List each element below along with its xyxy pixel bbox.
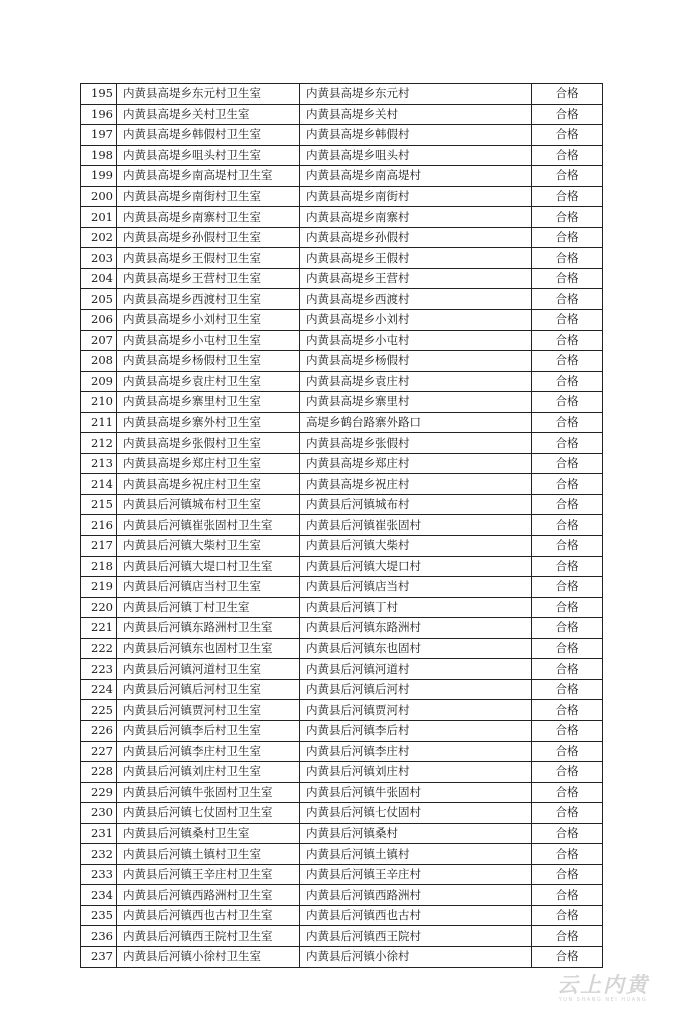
- location-cell: 内黄县高堤乡王假村: [300, 248, 532, 269]
- clinic-name-cell: 内黄县高堤乡西渡村卫生室: [117, 289, 300, 310]
- result-cell: 合格: [532, 494, 603, 515]
- table-row: [81, 659, 603, 680]
- row-number: 208: [81, 351, 117, 372]
- row-number: 209: [81, 371, 117, 392]
- row-number: 229: [81, 782, 117, 803]
- row-number: 214: [81, 474, 117, 495]
- location-cell: 内黄县后河镇贾河村: [300, 700, 532, 721]
- clinic-name-cell: 内黄县后河镇七仗固村卫生室: [117, 803, 300, 824]
- clinic-name-cell: 内黄县后河镇城布村卫生室: [117, 494, 300, 515]
- result-cell: 合格: [532, 125, 603, 146]
- row-number: 231: [81, 823, 117, 844]
- result-cell: 合格: [532, 782, 603, 803]
- location-cell: 内黄县高堤乡祝庄村: [300, 474, 532, 495]
- watermark-subtext: YUN SHANG NEI HUANG: [558, 997, 648, 1003]
- watermark-text: 云上内黄: [557, 973, 649, 997]
- table-row: [81, 351, 603, 372]
- clinic-name-cell: 内黄县后河镇后河村卫生室: [117, 679, 300, 700]
- row-number: 210: [81, 392, 117, 413]
- location-cell: 内黄县高堤乡杨假村: [300, 351, 532, 372]
- clinic-name-cell: 内黄县后河镇李后村卫生室: [117, 720, 300, 741]
- result-cell: 合格: [532, 823, 603, 844]
- row-number: 205: [81, 289, 117, 310]
- table-row: [81, 741, 603, 762]
- clinic-name-cell: 内黄县高堤乡南街村卫生室: [117, 186, 300, 207]
- table-row: [81, 104, 603, 125]
- table-row: [81, 577, 603, 598]
- clinic-name-cell: 内黄县后河镇西路洲村卫生室: [117, 885, 300, 906]
- location-cell: 内黄县后河镇西王院村: [300, 926, 532, 947]
- row-number: 234: [81, 885, 117, 906]
- location-cell: 内黄县后河镇西路洲村: [300, 885, 532, 906]
- location-cell: 内黄县后河镇东也固村: [300, 638, 532, 659]
- row-number: 233: [81, 864, 117, 885]
- clinic-name-cell: 内黄县高堤乡杨假村卫生室: [117, 351, 300, 372]
- clinic-name-cell: 内黄县后河镇桑村卫生室: [117, 823, 300, 844]
- table-row: [81, 84, 603, 105]
- table-row: [81, 310, 603, 331]
- row-number: 195: [81, 84, 117, 105]
- table-row: [81, 125, 603, 146]
- row-number: 196: [81, 104, 117, 125]
- table-row: [81, 412, 603, 433]
- result-cell: 合格: [532, 371, 603, 392]
- result-cell: 合格: [532, 597, 603, 618]
- row-number: 236: [81, 926, 117, 947]
- clinic-name-cell: 内黄县高堤乡王营村卫生室: [117, 268, 300, 289]
- clinic-name-cell: 内黄县高堤乡小刘村卫生室: [117, 310, 300, 331]
- result-cell: 合格: [532, 166, 603, 187]
- clinic-name-cell: 内黄县高堤乡张假村卫生室: [117, 433, 300, 454]
- clinic-name-cell: 内黄县后河镇大堤口村卫生室: [117, 556, 300, 577]
- row-number: 212: [81, 433, 117, 454]
- row-number: 197: [81, 125, 117, 146]
- result-cell: 合格: [532, 905, 603, 926]
- location-cell: 内黄县后河镇崔张固村: [300, 515, 532, 536]
- row-number: 227: [81, 741, 117, 762]
- location-cell: 内黄县高堤乡小屯村: [300, 330, 532, 351]
- clinic-name-cell: 内黄县高堤乡东元村卫生室: [117, 84, 300, 105]
- location-cell: 内黄县后河镇李庄村: [300, 741, 532, 762]
- clinic-name-cell: 内黄县后河镇丁村卫生室: [117, 597, 300, 618]
- result-cell: 合格: [532, 638, 603, 659]
- location-cell: 内黄县后河镇东路洲村: [300, 618, 532, 639]
- row-number: 213: [81, 453, 117, 474]
- clinic-name-cell: 内黄县后河镇李庄村卫生室: [117, 741, 300, 762]
- table-row: [81, 186, 603, 207]
- clinic-name-cell: 内黄县后河镇西也古村卫生室: [117, 905, 300, 926]
- result-cell: 合格: [532, 186, 603, 207]
- clinic-name-cell: 内黄县高堤乡祝庄村卫生室: [117, 474, 300, 495]
- row-number: 203: [81, 248, 117, 269]
- location-cell: 内黄县后河镇七仗固村: [300, 803, 532, 824]
- clinic-name-cell: 内黄县后河镇西王院村卫生室: [117, 926, 300, 947]
- result-cell: 合格: [532, 207, 603, 228]
- location-cell: 内黄县后河镇王辛庄村: [300, 864, 532, 885]
- row-number: 198: [81, 145, 117, 166]
- result-cell: 合格: [532, 104, 603, 125]
- location-cell: 内黄县后河镇后河村: [300, 679, 532, 700]
- location-cell: 内黄县高堤乡张假村: [300, 433, 532, 454]
- result-cell: 合格: [532, 330, 603, 351]
- clinic-name-cell: 内黄县后河镇刘庄村卫生室: [117, 762, 300, 783]
- clinic-name-cell: 内黄县高堤乡咀头村卫生室: [117, 145, 300, 166]
- location-cell: 内黄县后河镇李后村: [300, 720, 532, 741]
- table-row: [81, 268, 603, 289]
- location-cell: 内黄县后河镇刘庄村: [300, 762, 532, 783]
- row-number: 237: [81, 946, 117, 967]
- table-row: [81, 926, 603, 947]
- result-cell: 合格: [532, 84, 603, 105]
- location-cell: 内黄县高堤乡西渡村: [300, 289, 532, 310]
- row-number: 219: [81, 577, 117, 598]
- table-row: [81, 556, 603, 577]
- row-number: 225: [81, 700, 117, 721]
- result-cell: 合格: [532, 392, 603, 413]
- table-row: [81, 453, 603, 474]
- clinic-name-cell: 内黄县后河镇河道村卫生室: [117, 659, 300, 680]
- clinic-name-cell: 内黄县高堤乡寨外村卫生室: [117, 412, 300, 433]
- clinic-name-cell: 内黄县后河镇土镇村卫生室: [117, 844, 300, 865]
- row-number: 199: [81, 166, 117, 187]
- result-cell: 合格: [532, 248, 603, 269]
- table-row: [81, 433, 603, 454]
- location-cell: 内黄县高堤乡王营村: [300, 268, 532, 289]
- table-row: [81, 946, 603, 967]
- row-number: 211: [81, 412, 117, 433]
- row-number: 207: [81, 330, 117, 351]
- table-row: [81, 700, 603, 721]
- result-cell: 合格: [532, 536, 603, 557]
- table-row: [81, 905, 603, 926]
- result-cell: 合格: [532, 556, 603, 577]
- row-number: 204: [81, 268, 117, 289]
- table-row: [81, 166, 603, 187]
- watermark-logo: [557, 969, 649, 1003]
- clinic-name-cell: 内黄县后河镇贾河村卫生室: [117, 700, 300, 721]
- location-cell: 内黄县高堤乡东元村: [300, 84, 532, 105]
- location-cell: 内黄县后河镇店当村: [300, 577, 532, 598]
- row-number: 216: [81, 515, 117, 536]
- table-row: [81, 638, 603, 659]
- location-cell: 内黄县高堤乡袁庄村: [300, 371, 532, 392]
- result-cell: 合格: [532, 227, 603, 248]
- table-row: [81, 720, 603, 741]
- result-cell: 合格: [532, 412, 603, 433]
- table-row: [81, 679, 603, 700]
- row-number: 217: [81, 536, 117, 557]
- location-cell: 内黄县后河镇桑村: [300, 823, 532, 844]
- result-cell: 合格: [532, 351, 603, 372]
- table-row: [81, 248, 603, 269]
- table-row: [81, 145, 603, 166]
- row-number: 206: [81, 310, 117, 331]
- table-row: [81, 289, 603, 310]
- result-cell: 合格: [532, 577, 603, 598]
- result-cell: 合格: [532, 310, 603, 331]
- result-cell: 合格: [532, 453, 603, 474]
- table-row: [81, 597, 603, 618]
- row-number: 224: [81, 679, 117, 700]
- table-row: [81, 227, 603, 248]
- result-cell: 合格: [532, 762, 603, 783]
- clinic-name-cell: 内黄县后河镇东路洲村卫生室: [117, 618, 300, 639]
- clinic-name-cell: 内黄县高堤乡关村卫生室: [117, 104, 300, 125]
- row-number: 202: [81, 227, 117, 248]
- result-cell: 合格: [532, 741, 603, 762]
- row-number: 221: [81, 618, 117, 639]
- clinic-name-cell: 内黄县后河镇王辛庄村卫生室: [117, 864, 300, 885]
- row-number: 222: [81, 638, 117, 659]
- location-cell: 高堤乡鹤台路寨外路口: [300, 412, 532, 433]
- table-row: [81, 494, 603, 515]
- table-row: [81, 207, 603, 228]
- result-cell: 合格: [532, 145, 603, 166]
- clinic-name-cell: 内黄县高堤乡韩假村卫生室: [117, 125, 300, 146]
- location-cell: 内黄县高堤乡孙假村: [300, 227, 532, 248]
- location-cell: 内黄县后河镇土镇村: [300, 844, 532, 865]
- result-cell: 合格: [532, 885, 603, 906]
- clinic-name-cell: 内黄县高堤乡南寨村卫生室: [117, 207, 300, 228]
- table-row: [81, 371, 603, 392]
- clinic-name-cell: 内黄县后河镇东也固村卫生室: [117, 638, 300, 659]
- row-number: 220: [81, 597, 117, 618]
- table-row: [81, 515, 603, 536]
- result-cell: 合格: [532, 864, 603, 885]
- clinic-name-cell: 内黄县高堤乡王假村卫生室: [117, 248, 300, 269]
- location-cell: 内黄县高堤乡咀头村: [300, 145, 532, 166]
- table-row: [81, 823, 603, 844]
- row-number: 215: [81, 494, 117, 515]
- result-cell: 合格: [532, 433, 603, 454]
- row-number: 201: [81, 207, 117, 228]
- table-row: [81, 885, 603, 906]
- row-number: 235: [81, 905, 117, 926]
- result-cell: 合格: [532, 515, 603, 536]
- location-cell: 内黄县高堤乡南街村: [300, 186, 532, 207]
- location-cell: 内黄县高堤乡南寨村: [300, 207, 532, 228]
- location-cell: 内黄县后河镇丁村: [300, 597, 532, 618]
- result-cell: 合格: [532, 720, 603, 741]
- table-row: [81, 803, 603, 824]
- clinic-name-cell: 内黄县后河镇小徐村卫生室: [117, 946, 300, 967]
- location-cell: 内黄县后河镇大柴村: [300, 536, 532, 557]
- clinic-name-cell: 内黄县高堤乡袁庄村卫生室: [117, 371, 300, 392]
- clinic-name-cell: 内黄县高堤乡南高堤村卫生室: [117, 166, 300, 187]
- location-cell: 内黄县高堤乡关村: [300, 104, 532, 125]
- location-cell: 内黄县后河镇小徐村: [300, 946, 532, 967]
- row-number: 232: [81, 844, 117, 865]
- table-row: [81, 330, 603, 351]
- location-cell: 内黄县后河镇牛张固村: [300, 782, 532, 803]
- result-cell: 合格: [532, 679, 603, 700]
- result-cell: 合格: [532, 844, 603, 865]
- row-number: 228: [81, 762, 117, 783]
- location-cell: 内黄县高堤乡南高堤村: [300, 166, 532, 187]
- table-body: [81, 84, 603, 968]
- location-cell: 内黄县高堤乡寨里村: [300, 392, 532, 413]
- location-cell: 内黄县后河镇西也古村: [300, 905, 532, 926]
- table-row: [81, 536, 603, 557]
- location-cell: 内黄县后河镇大堤口村: [300, 556, 532, 577]
- row-number: 200: [81, 186, 117, 207]
- row-number: 223: [81, 659, 117, 680]
- location-cell: 内黄县高堤乡郑庄村: [300, 453, 532, 474]
- clinic-name-cell: 内黄县后河镇牛张固村卫生室: [117, 782, 300, 803]
- result-cell: 合格: [532, 659, 603, 680]
- result-cell: 合格: [532, 268, 603, 289]
- result-cell: 合格: [532, 289, 603, 310]
- clinic-name-cell: 内黄县后河镇店当村卫生室: [117, 577, 300, 598]
- clinic-name-cell: 内黄县高堤乡郑庄村卫生室: [117, 453, 300, 474]
- clinic-name-cell: 内黄县高堤乡寨里村卫生室: [117, 392, 300, 413]
- clinic-name-cell: 内黄县高堤乡小屯村卫生室: [117, 330, 300, 351]
- row-number: 230: [81, 803, 117, 824]
- row-number: 226: [81, 720, 117, 741]
- inspection-table: [80, 83, 603, 968]
- clinic-name-cell: 内黄县后河镇崔张固村卫生室: [117, 515, 300, 536]
- result-cell: 合格: [532, 474, 603, 495]
- location-cell: 内黄县高堤乡小刘村: [300, 310, 532, 331]
- table-row: [81, 782, 603, 803]
- location-cell: 内黄县后河镇河道村: [300, 659, 532, 680]
- result-cell: 合格: [532, 946, 603, 967]
- location-cell: 内黄县后河镇城布村: [300, 494, 532, 515]
- location-cell: 内黄县高堤乡韩假村: [300, 125, 532, 146]
- clinic-name-cell: 内黄县后河镇大柴村卫生室: [117, 536, 300, 557]
- clinic-name-cell: 内黄县高堤乡孙假村卫生室: [117, 227, 300, 248]
- row-number: 218: [81, 556, 117, 577]
- table-row: [81, 392, 603, 413]
- table-row: [81, 474, 603, 495]
- result-cell: 合格: [532, 803, 603, 824]
- table-row: [81, 618, 603, 639]
- table-row: [81, 844, 603, 865]
- result-cell: 合格: [532, 700, 603, 721]
- table-row: [81, 762, 603, 783]
- result-cell: 合格: [532, 618, 603, 639]
- result-cell: 合格: [532, 926, 603, 947]
- table-row: [81, 864, 603, 885]
